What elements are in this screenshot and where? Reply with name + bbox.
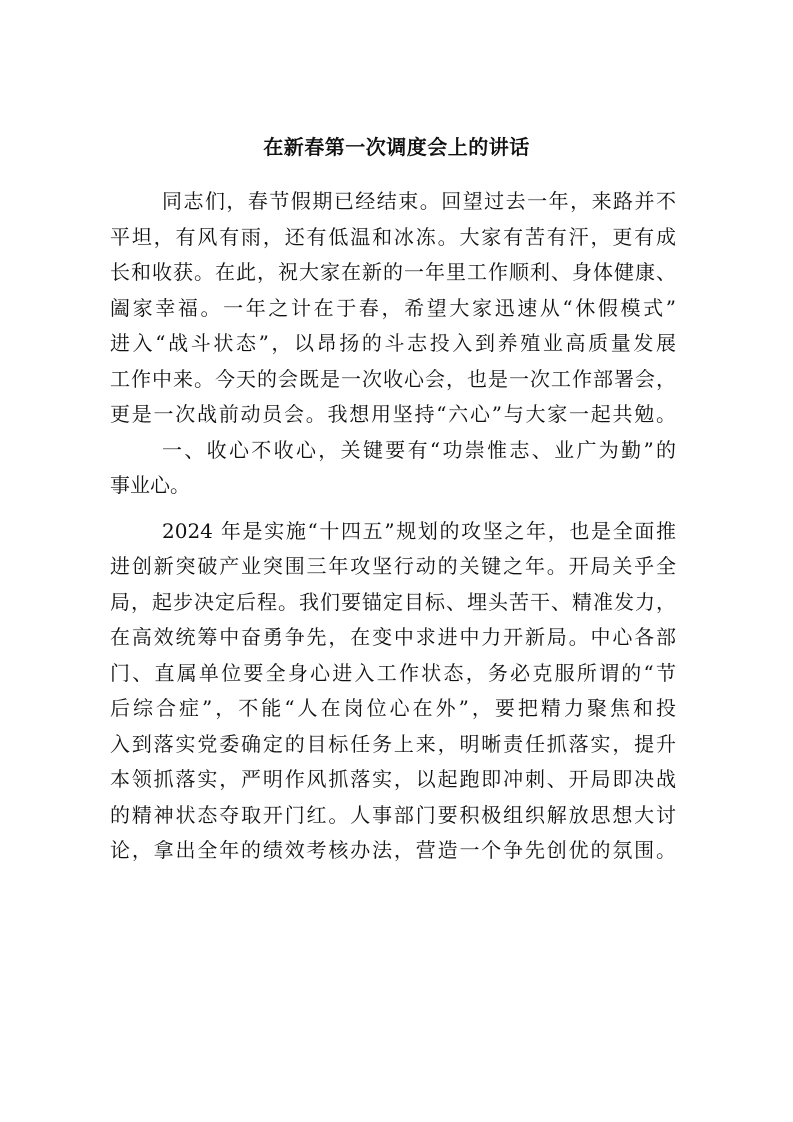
text-line: 进创新突破产业突围三年攻坚行动的关键之年。开局关乎全 (110, 554, 676, 578)
text-line: 同志们，春节假期已经结束。回望过去一年，来路并不 (162, 189, 676, 213)
text-line: 阖家幸福。一年之计在于春，希望大家迅速从“休假模式” (110, 295, 676, 320)
text-line: 门、直属单位要全身心进入工作状态，务必克服所谓的“节 (110, 660, 676, 685)
section-heading-1 (110, 433, 676, 504)
text-line: 在高效统筹中奋勇争先，在变中求进中力开新局。中心各部 (110, 625, 676, 649)
text-line: 工作中来。今天的会既是一次收心会，也是一次工作部署会， (110, 366, 676, 391)
paragraph-intro (110, 184, 676, 433)
paragraph-gap (110, 504, 676, 514)
document-body (110, 184, 676, 869)
text-line: 局，起步决定后程。我们要锚定目标、埋头苦干、精准发力， (110, 589, 676, 614)
text-line: 一、收心不收心，关键要有“功崇惟志、业广为勤”的 (162, 437, 676, 462)
text-line: 更是一次战前动员会。我想用坚持“六心”与大家一起共勉。 (110, 402, 676, 426)
text-line: 本领抓落实，严明作风抓落实，以起跑即冲刺、开局即决战 (110, 767, 676, 791)
text-line: 事业心。 (110, 473, 190, 497)
text-line: 后综合症”，不能“人在岗位心在外”，要把精力聚焦和投 (110, 696, 676, 720)
text-line: 入到落实党委确定的目标任务上来，明晰责任抓落实，提升 (110, 731, 676, 756)
page-title: 在新春第一次调度会上的讲话 (263, 135, 530, 159)
text-line: 长和收获。在此，祝大家在新的一年里工作顺利、身体健康、 (110, 260, 676, 284)
text-line: 2024 年是实施“十四五”规划的攻坚之年，也是全面推 (162, 518, 676, 543)
text-line: 的精神状态夺取开门红。人事部门要积极组织解放思想大讨 (110, 802, 676, 827)
text-line: 进入“战斗状态”，以昂扬的斗志投入到养殖业高质量发展 (110, 331, 676, 355)
text-line: 平坦，有风有雨，还有低温和冰冻。大家有苦有汗，更有成 (110, 224, 676, 249)
paragraph-2024 (110, 514, 676, 869)
text-line: 论，拿出全年的绩效考核办法，营造一个争先创优的氛围。 (110, 838, 676, 862)
